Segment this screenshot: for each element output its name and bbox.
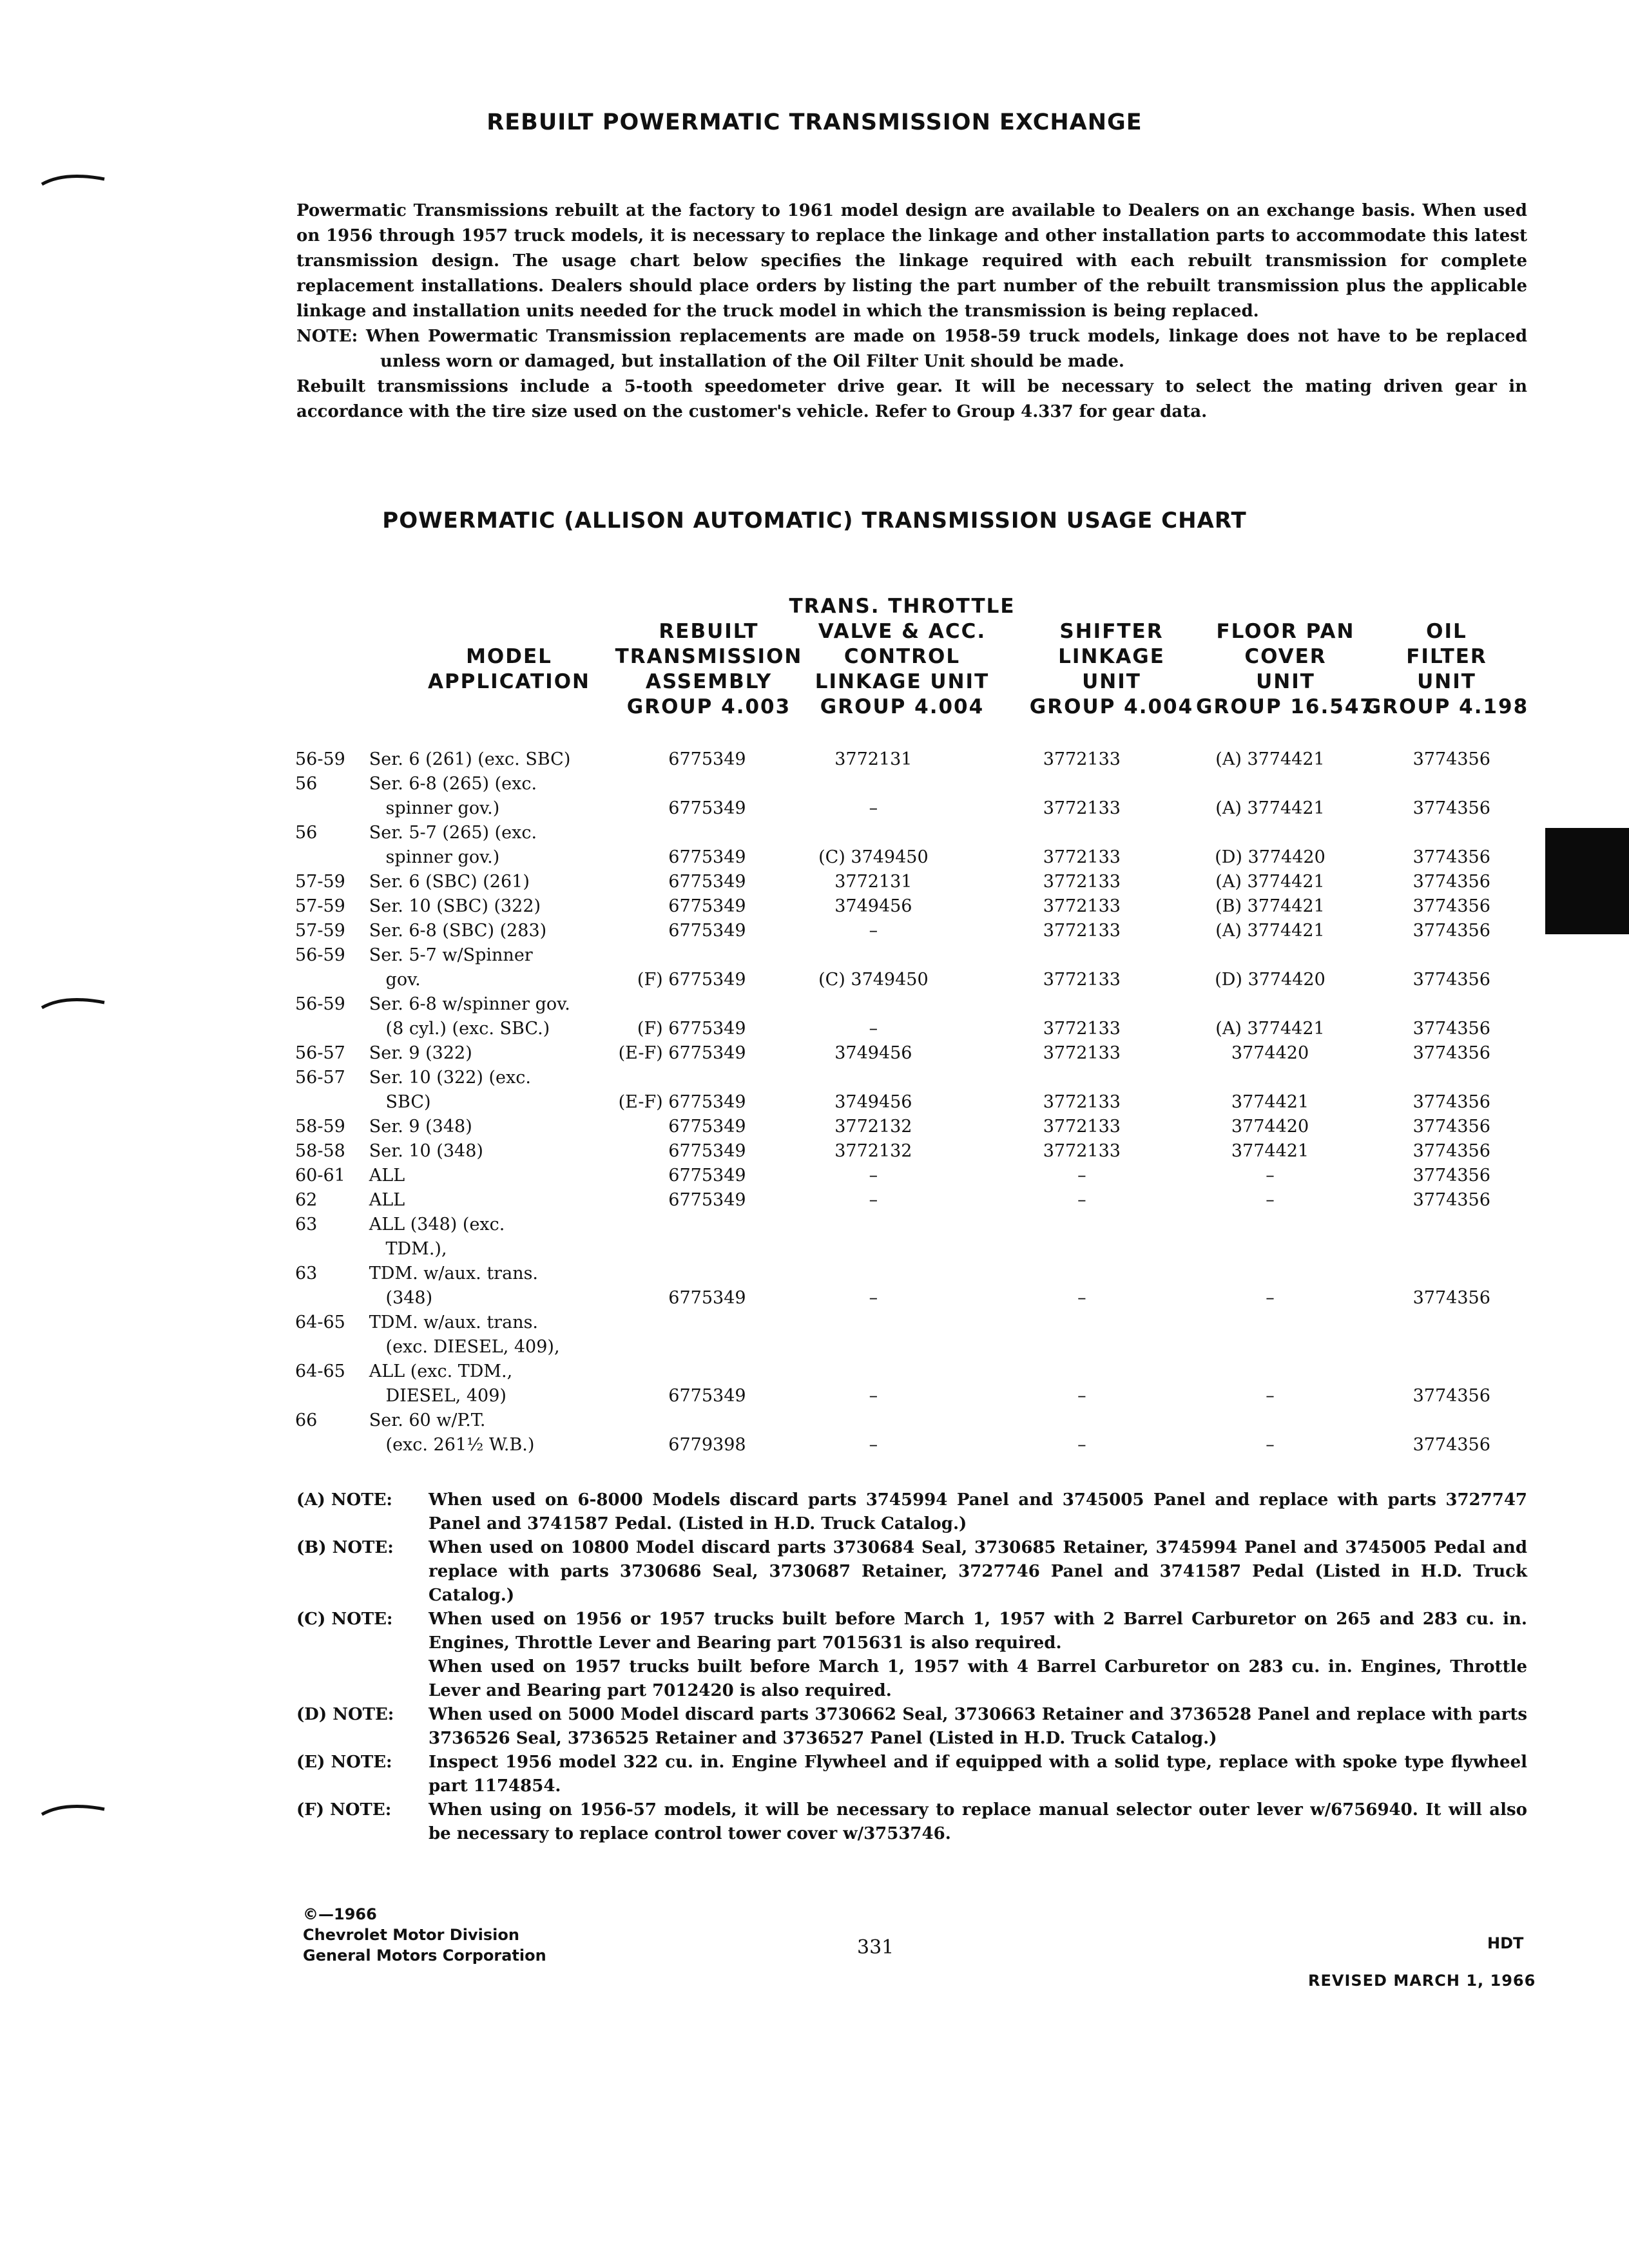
table-row [295, 1210, 1532, 1235]
cell-oil-filter: 3774356 [1412, 1092, 1490, 1112]
cell-year: 56 [295, 823, 318, 843]
footnote [296, 1488, 1527, 1536]
section-edge-tab [1545, 828, 1629, 934]
table-row [295, 1406, 1532, 1430]
cell-rebuilt-transmission: 6779398 [668, 1435, 746, 1455]
cell-year: 58-58 [295, 1141, 345, 1161]
cell-shifter-linkage: 3772133 [1043, 1019, 1121, 1039]
cell-oil-filter: 3774356 [1412, 1288, 1490, 1308]
table-row [295, 990, 1532, 1014]
margin-mark-top [39, 169, 110, 188]
footer-revised: REVISED MARCH 1, 1966 [1308, 1972, 1536, 1990]
cell-year: 66 [295, 1410, 318, 1430]
cell-model-application: Ser. 10 (348) [369, 1141, 483, 1161]
cell-floor-pan-cover: (A) 3774421 [1215, 749, 1325, 769]
cell-throttle-linkage: – [869, 1166, 878, 1186]
cell-year: 56-57 [295, 1068, 345, 1088]
table-row [295, 1357, 1532, 1381]
cell-shifter-linkage: – [1077, 1435, 1086, 1455]
footnote-tag: (B) NOTE: [296, 1538, 394, 1557]
cell-rebuilt-transmission [618, 1308, 753, 1332]
cell-oil-filter [1371, 1210, 1532, 1235]
footnote-line: When used on 1957 trucks built before March 1, 1957 with 4 Barrel Carburetor on 283 cu. in. Engines, Throttle Lever and Bearing part 7012420 is also required. [429, 1657, 1527, 1700]
cell-oil-filter: 3774356 [1412, 1019, 1490, 1039]
cell-throttle-linkage: 3749456 [834, 1092, 912, 1112]
cell-oil-filter [1371, 1406, 1532, 1430]
cell-throttle-linkage: (C) 3749450 [818, 970, 929, 990]
cell-year: 56-59 [295, 945, 345, 965]
cell-oil-filter: 3774356 [1412, 1166, 1490, 1186]
cell-model-application: TDM. w/aux. trans. [369, 1312, 539, 1332]
cell-year: 64-65 [295, 1312, 345, 1332]
cell-year [295, 1283, 369, 1308]
cell-model-application: Ser. 6-8 (SBC) (283) [369, 921, 547, 941]
cell-floor-pan-cover: (A) 3774421 [1215, 1019, 1325, 1039]
table-row [295, 965, 1532, 990]
cell-shifter-linkage [994, 1259, 1169, 1283]
table-row [295, 1137, 1532, 1161]
cell-oil-filter [1371, 1357, 1532, 1381]
cell-throttle-linkage [753, 769, 995, 794]
cell-throttle-linkage [753, 990, 995, 1014]
cell-model-application: (exc. DIESEL, 409), [369, 1337, 560, 1357]
cell-oil-filter [1371, 941, 1532, 965]
table-row [295, 1381, 1532, 1406]
cell-model-application: Ser. 10 (322) (exc. [369, 1068, 531, 1088]
cell-shifter-linkage [994, 1357, 1169, 1381]
cell-floor-pan-cover: – [1266, 1435, 1275, 1455]
footnote-text [429, 1608, 1527, 1703]
cell-floor-pan-cover [1169, 1406, 1371, 1430]
cell-floor-pan-cover: 3774420 [1231, 1043, 1309, 1063]
cell-year [295, 1088, 369, 1112]
cell-year [295, 965, 369, 990]
footer-corporation: General Motors Corporation [303, 1946, 546, 1965]
cell-year: 56-59 [295, 994, 345, 1014]
cell-rebuilt-transmission: 6775349 [668, 1386, 746, 1406]
cell-throttle-linkage: (C) 3749450 [818, 847, 929, 867]
cell-model-application: Ser. 9 (322) [369, 1043, 472, 1063]
footnote [296, 1798, 1527, 1846]
cell-rebuilt-transmission [618, 1235, 753, 1259]
cell-floor-pan-cover: (A) 3774421 [1215, 798, 1325, 818]
cell-floor-pan-cover: (D) 3774420 [1215, 970, 1325, 990]
cell-rebuilt-transmission [618, 990, 753, 1014]
cell-rebuilt-transmission: (E-F) 6775349 [618, 1092, 746, 1112]
chart-title: POWERMATIC (ALLISON AUTOMATIC) TRANSMISSION USAGE CHART [382, 508, 1247, 533]
cell-floor-pan-cover [1169, 1332, 1371, 1357]
cell-throttle-linkage: – [869, 798, 878, 818]
intro-paragraph: Powermatic Transmissions rebuilt at the factory to 1961 model design are available to Dealers on an exchange basis. When used on 1956 through 1957 truck models, it is necessary to replace the linkage and other installation parts to accommodate this latest transmission design. The usage chart below specifies the linkage required with each rebuilt transmission for complete replacement installations. Dealers should place orders by listing the part number of the rebuilt transmission plus the applicable linkage and installation units needed for the truck model in which the transmission is being replaced. [296, 201, 1527, 321]
cell-floor-pan-cover [1169, 818, 1371, 843]
cell-rebuilt-transmission [618, 1332, 753, 1357]
cell-throttle-linkage: – [869, 1386, 878, 1406]
cell-year: 62 [295, 1190, 318, 1210]
usage-chart-table [295, 745, 1532, 1455]
cell-shifter-linkage: 3772133 [1043, 970, 1121, 990]
footnote-text [429, 1703, 1527, 1751]
cell-shifter-linkage: 3772133 [1043, 872, 1121, 892]
cell-model-application: Ser. 60 w/P.T. [369, 1410, 486, 1430]
cell-oil-filter: 3774356 [1412, 872, 1490, 892]
cell-shifter-linkage: – [1077, 1386, 1086, 1406]
cell-floor-pan-cover: 3774420 [1231, 1117, 1309, 1137]
cell-throttle-linkage: 3749456 [834, 1043, 912, 1063]
cell-year: 57-59 [295, 896, 345, 916]
cell-floor-pan-cover: – [1266, 1190, 1275, 1210]
cell-floor-pan-cover: 3774421 [1231, 1141, 1309, 1161]
cell-shifter-linkage [994, 1332, 1169, 1357]
cell-shifter-linkage [994, 1210, 1169, 1235]
cell-rebuilt-transmission [618, 1406, 753, 1430]
cell-year: 56 [295, 774, 318, 794]
cell-oil-filter: 3774356 [1412, 1386, 1490, 1406]
cell-throttle-linkage: 3772132 [834, 1117, 912, 1137]
cell-shifter-linkage: 3772133 [1043, 896, 1121, 916]
header-floor-pan-cover: FLOOR PAN COVER UNIT GROUP 16.547 [1196, 620, 1375, 718]
header-oil-filter: OIL FILTER UNIT GROUP 4.198 [1364, 620, 1529, 718]
cell-floor-pan-cover [1169, 1063, 1371, 1088]
header-model-application: MODEL APPLICATION [427, 645, 591, 693]
footnote-line: When used on 10800 Model discard parts 3730684 Seal, 3730685 Retainer, 3745994 Panel and 3745005 Pedal and replace with parts 3730686 Seal, 3730687 Retainer, 3727746 Panel and 3741587 Pedal (Listed in H.D. Truck Catalog.) [429, 1538, 1527, 1605]
table-row [295, 1088, 1532, 1112]
table-row [295, 1014, 1532, 1039]
footnote-tag: (C) NOTE: [296, 1610, 393, 1629]
cell-floor-pan-cover: (A) 3774421 [1215, 872, 1325, 892]
table-row [295, 1259, 1532, 1283]
footer-code: HDT [1487, 1934, 1524, 1952]
cell-floor-pan-cover: (B) 3774421 [1215, 896, 1325, 916]
cell-model-application: ALL (348) (exc. [369, 1215, 505, 1235]
footnote-line: Inspect 1956 model 322 cu. in. Engine Flywheel and if equipped with a solid type, replace with spoke type flywheel part 1174854. [429, 1753, 1527, 1796]
cell-floor-pan-cover [1169, 1235, 1371, 1259]
cell-oil-filter: 3774356 [1412, 1117, 1490, 1137]
cell-oil-filter: 3774356 [1412, 896, 1490, 916]
cell-model-application: (exc. 261½ W.B.) [369, 1435, 535, 1455]
cell-model-application: Ser. 6 (261) (exc. SBC) [369, 749, 571, 769]
table-row [295, 818, 1532, 843]
cell-model-application: (8 cyl.) (exc. SBC.) [369, 1019, 550, 1039]
cell-model-application: TDM.), [369, 1239, 447, 1259]
cell-rebuilt-transmission [618, 941, 753, 965]
cell-rebuilt-transmission [618, 1259, 753, 1283]
table-row [295, 1112, 1532, 1137]
cell-throttle-linkage [753, 1210, 995, 1235]
cell-floor-pan-cover: – [1266, 1166, 1275, 1186]
cell-shifter-linkage: – [1077, 1166, 1086, 1186]
footnote-line: When used on 1956 or 1957 trucks built before March 1, 1957 with 2 Barrel Carburetor on 265 and 283 cu. in. Engines, Throttle Lever and Bearing part 7015631 is also required. [429, 1610, 1527, 1653]
table-row [295, 745, 1532, 769]
cell-shifter-linkage [994, 1406, 1169, 1430]
cell-year: 57-59 [295, 921, 345, 941]
cell-rebuilt-transmission: 6775349 [668, 872, 746, 892]
cell-oil-filter [1371, 1332, 1532, 1357]
cell-shifter-linkage [994, 941, 1169, 965]
cell-model-application: Ser. 5-7 w/Spinner [369, 945, 533, 965]
table-row [295, 867, 1532, 892]
cell-year: 60-61 [295, 1166, 345, 1186]
cell-shifter-linkage [994, 818, 1169, 843]
cell-model-application: ALL [369, 1166, 405, 1186]
margin-mark-middle [39, 992, 110, 1012]
header-shifter-linkage: SHIFTER LINKAGE UNIT GROUP 4.004 [1029, 620, 1194, 718]
cell-floor-pan-cover: (A) 3774421 [1215, 921, 1325, 941]
cell-throttle-linkage: 3749456 [834, 896, 912, 916]
table-row [295, 843, 1532, 867]
header-throttle-linkage: TRANS. THROTTLE VALVE & ACC. CONTROL LINKAGE UNIT GROUP 4.004 [789, 595, 1016, 718]
cell-shifter-linkage [994, 990, 1169, 1014]
page-title: REBUILT POWERMATIC TRANSMISSION EXCHANGE [487, 110, 1142, 135]
cell-oil-filter [1371, 1063, 1532, 1088]
table-row [295, 1186, 1532, 1210]
cell-floor-pan-cover [1169, 1259, 1371, 1283]
cell-throttle-linkage: – [869, 1019, 878, 1039]
cell-floor-pan-cover [1169, 990, 1371, 1014]
cell-throttle-linkage [753, 1259, 995, 1283]
cell-oil-filter: 3774356 [1412, 1043, 1490, 1063]
cell-oil-filter: 3774356 [1412, 749, 1490, 769]
cell-shifter-linkage: 3772133 [1043, 847, 1121, 867]
cell-throttle-linkage [753, 1063, 995, 1088]
table-row [295, 1235, 1532, 1259]
cell-rebuilt-transmission [618, 1357, 753, 1381]
table-row [295, 1430, 1532, 1455]
cell-year [295, 1332, 369, 1357]
cell-shifter-linkage [994, 1235, 1169, 1259]
cell-model-application: spinner gov.) [369, 847, 500, 867]
footnote-text [429, 1488, 1527, 1536]
notes-section [296, 1488, 1527, 1846]
intro-note: NOTE: When Powermatic Transmission replacements are made on 1958-59 truck models, linkage does not have to be replaced unless worn or damaged, but installation of the Oil Filter Unit should be made. [296, 327, 1527, 371]
footnote [296, 1536, 1527, 1608]
table-row [295, 794, 1532, 818]
cell-model-application: spinner gov.) [369, 798, 500, 818]
footnote-tag: (A) NOTE: [296, 1490, 393, 1510]
cell-model-application: Ser. 6-8 w/spinner gov. [369, 994, 570, 1014]
cell-throttle-linkage [753, 1332, 995, 1357]
cell-rebuilt-transmission: (E-F) 6775349 [618, 1043, 746, 1063]
cell-shifter-linkage [994, 1308, 1169, 1332]
cell-floor-pan-cover: (D) 3774420 [1215, 847, 1325, 867]
cell-throttle-linkage [753, 818, 995, 843]
cell-oil-filter [1371, 769, 1532, 794]
page-number: 331 [857, 1936, 894, 1959]
table-row [295, 1063, 1532, 1088]
cell-shifter-linkage [994, 769, 1169, 794]
cell-model-application: ALL [369, 1190, 405, 1210]
cell-floor-pan-cover [1169, 941, 1371, 965]
table-row [295, 1332, 1532, 1357]
cell-year [295, 1430, 369, 1455]
table-row [295, 1161, 1532, 1186]
cell-rebuilt-transmission: 6775349 [668, 847, 746, 867]
cell-oil-filter [1371, 1235, 1532, 1259]
cell-oil-filter [1371, 1259, 1532, 1283]
cell-rebuilt-transmission: 6775349 [668, 749, 746, 769]
footnote-line: When used on 5000 Model discard parts 3730662 Seal, 3730663 Retainer and 3736528 Panel and replace with parts 3736526 Seal, 3736525 Retainer and 3736527 Panel (Listed in H.D. Truck Catalog.) [429, 1705, 1527, 1748]
cell-oil-filter: 3774356 [1412, 1435, 1490, 1455]
footnote-tag: (D) NOTE: [296, 1705, 394, 1724]
cell-throttle-linkage [753, 1235, 995, 1259]
cell-model-application: DIESEL, 409) [369, 1386, 506, 1406]
table-row [295, 916, 1532, 941]
cell-throttle-linkage [753, 1308, 995, 1332]
footer-publisher [303, 1904, 546, 1966]
table-row [295, 892, 1532, 916]
footnote [296, 1751, 1527, 1798]
footnote [296, 1608, 1527, 1703]
cell-oil-filter [1371, 1308, 1532, 1332]
cell-throttle-linkage: – [869, 1435, 878, 1455]
cell-year: 64-65 [295, 1361, 345, 1381]
cell-floor-pan-cover: – [1266, 1386, 1275, 1406]
cell-throttle-linkage [753, 941, 995, 965]
cell-floor-pan-cover: – [1266, 1288, 1275, 1308]
cell-model-application: Ser. 6 (SBC) (261) [369, 872, 530, 892]
cell-oil-filter [1371, 818, 1532, 843]
cell-rebuilt-transmission: (F) 6775349 [637, 1019, 746, 1039]
cell-year [295, 794, 369, 818]
cell-oil-filter: 3774356 [1412, 921, 1490, 941]
cell-oil-filter: 3774356 [1412, 1190, 1490, 1210]
cell-floor-pan-cover: 3774421 [1231, 1092, 1309, 1112]
cell-throttle-linkage: – [869, 921, 878, 941]
header-rebuilt-transmission: REBUILT TRANSMISSION ASSEMBLY GROUP 4.003 [615, 620, 803, 718]
cell-year: 63 [295, 1264, 318, 1283]
cell-model-application: TDM. w/aux. trans. [369, 1264, 539, 1283]
cell-rebuilt-transmission: 6775349 [668, 921, 746, 941]
cell-year: 57-59 [295, 872, 345, 892]
cell-oil-filter [1371, 990, 1532, 1014]
cell-shifter-linkage: – [1077, 1190, 1086, 1210]
footnote [296, 1703, 1527, 1751]
cell-shifter-linkage: 3772133 [1043, 1043, 1121, 1063]
cell-floor-pan-cover [1169, 769, 1371, 794]
cell-rebuilt-transmission: 6775349 [668, 1166, 746, 1186]
footnote-line: When using on 1956-57 models, it will be necessary to replace manual selector outer lever w/6756940. It will also be necessary to replace control tower cover w/3753746. [429, 1800, 1527, 1843]
cell-year [295, 1014, 369, 1039]
cell-year: 58-59 [295, 1117, 345, 1137]
cell-model-application: Ser. 10 (SBC) (322) [369, 896, 541, 916]
cell-shifter-linkage: 3772133 [1043, 1092, 1121, 1112]
footnote-text [429, 1751, 1527, 1798]
footnote-text [429, 1798, 1527, 1846]
cell-shifter-linkage: 3772133 [1043, 798, 1121, 818]
cell-floor-pan-cover [1169, 1308, 1371, 1332]
cell-throttle-linkage [753, 1357, 995, 1381]
cell-throttle-linkage: 3772132 [834, 1141, 912, 1161]
intro-text [296, 198, 1527, 425]
cell-throttle-linkage [753, 1406, 995, 1430]
footnote-tag: (F) NOTE: [296, 1800, 392, 1820]
cell-rebuilt-transmission: 6775349 [668, 1190, 746, 1210]
cell-oil-filter: 3774356 [1412, 1141, 1490, 1161]
intro-speedometer: Rebuilt transmissions include a 5-tooth speedometer drive gear. It will be necessary to select the mating driven gear in accordance with the tire size used on the customer's vehicle. Refer to Group 4.337 for gear data. [296, 377, 1527, 421]
cell-model-application: Ser. 9 (348) [369, 1117, 472, 1137]
footer-division: Chevrolet Motor Division [303, 1926, 519, 1944]
footnote-tag: (E) NOTE: [296, 1753, 392, 1772]
cell-rebuilt-transmission [618, 769, 753, 794]
table-row [295, 941, 1532, 965]
cell-throttle-linkage: 3772131 [834, 872, 912, 892]
cell-year [295, 1235, 369, 1259]
footer-copyright: ©—1966 [303, 1905, 377, 1923]
cell-model-application: ALL (exc. TDM., [369, 1361, 513, 1381]
cell-year: 56-57 [295, 1043, 345, 1063]
cell-rebuilt-transmission: 6775349 [668, 1288, 746, 1308]
cell-shifter-linkage [994, 1063, 1169, 1088]
cell-model-application: (348) [369, 1288, 433, 1308]
table-row [295, 1283, 1532, 1308]
cell-shifter-linkage: 3772133 [1043, 1117, 1121, 1137]
cell-year [295, 1381, 369, 1406]
table-row [295, 1308, 1532, 1332]
cell-model-application: SBC) [369, 1092, 431, 1112]
cell-model-application: gov. [369, 970, 421, 990]
cell-year: 63 [295, 1215, 318, 1235]
cell-rebuilt-transmission [618, 818, 753, 843]
cell-year: 56-59 [295, 749, 345, 769]
table-row [295, 769, 1532, 794]
cell-floor-pan-cover [1169, 1210, 1371, 1235]
cell-rebuilt-transmission: 6775349 [668, 1141, 746, 1161]
cell-model-application: Ser. 6-8 (265) (exc. [369, 774, 537, 794]
footnote-line: When used on 6-8000 Models discard parts 3745994 Panel and 3745005 Panel and replace with parts 3727747 Panel and 3741587 Pedal. (Listed in H.D. Truck Catalog.) [429, 1490, 1527, 1533]
cell-model-application: Ser. 5-7 (265) (exc. [369, 823, 537, 843]
cell-oil-filter: 3774356 [1412, 847, 1490, 867]
cell-shifter-linkage: 3772133 [1043, 1141, 1121, 1161]
cell-shifter-linkage: 3772133 [1043, 921, 1121, 941]
cell-rebuilt-transmission: (F) 6775349 [637, 970, 746, 990]
cell-throttle-linkage: – [869, 1288, 878, 1308]
cell-rebuilt-transmission: 6775349 [668, 798, 746, 818]
cell-rebuilt-transmission: 6775349 [668, 1117, 746, 1137]
cell-rebuilt-transmission [618, 1210, 753, 1235]
cell-oil-filter: 3774356 [1412, 798, 1490, 818]
cell-oil-filter: 3774356 [1412, 970, 1490, 990]
cell-rebuilt-transmission [618, 1063, 753, 1088]
margin-mark-bottom [39, 1799, 110, 1818]
cell-floor-pan-cover [1169, 1357, 1371, 1381]
cell-rebuilt-transmission: 6775349 [668, 896, 746, 916]
table-row [295, 1039, 1532, 1063]
cell-throttle-linkage: 3772131 [834, 749, 912, 769]
cell-shifter-linkage: – [1077, 1288, 1086, 1308]
cell-year [295, 843, 369, 867]
footnote-text [429, 1536, 1527, 1608]
cell-throttle-linkage: – [869, 1190, 878, 1210]
cell-shifter-linkage: 3772133 [1043, 749, 1121, 769]
